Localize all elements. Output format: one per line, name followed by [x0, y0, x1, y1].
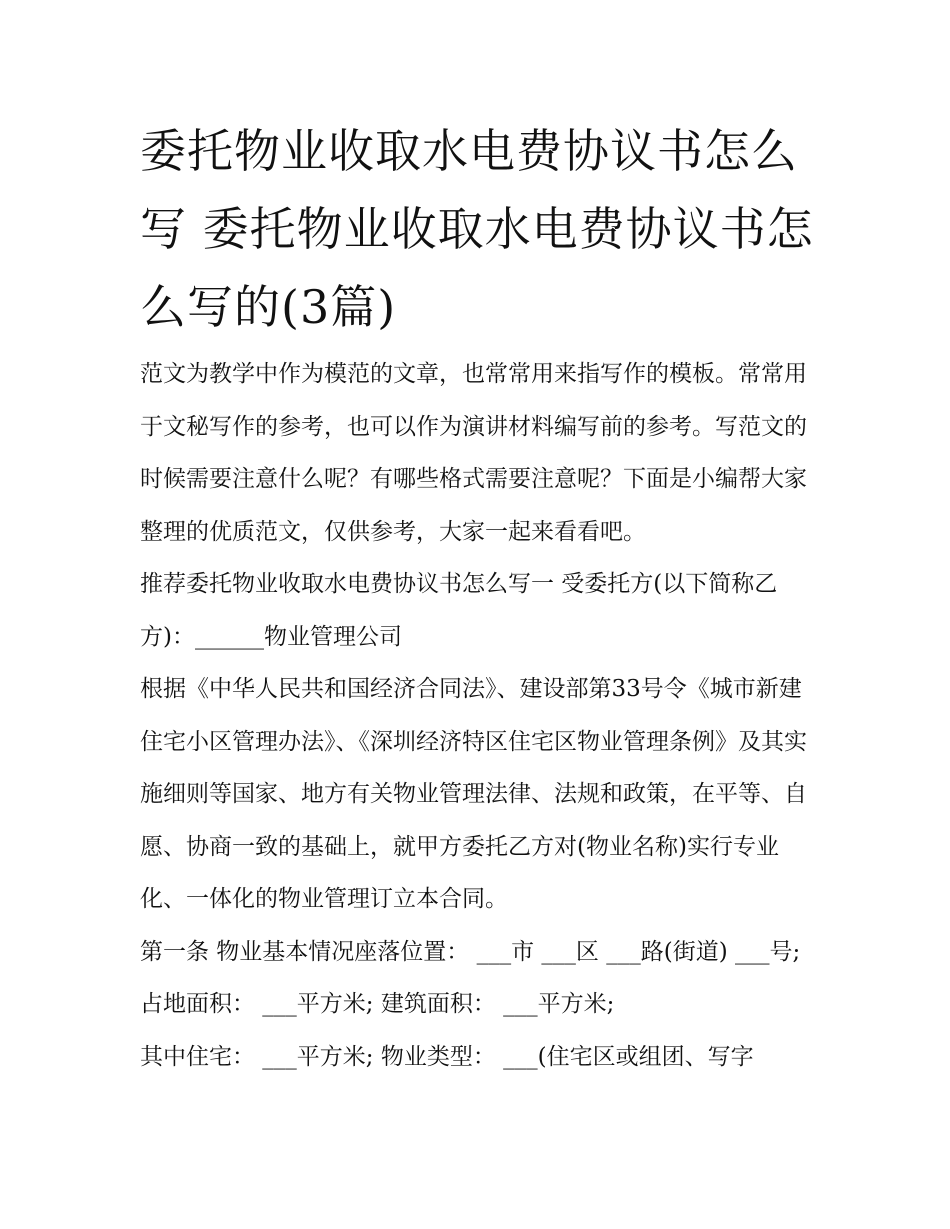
- paragraph-article-one: 第一条 物业基本情况座落位置： ___市 ___区 ___路(街道) ___号; 占地面积： ___平方米; 建筑面积： ___平方米;: [140, 938, 801, 1017]
- paragraph-property-type: 其中住宅： ___平方米; 物业类型： ___(住宅区或组团、写字: [140, 1043, 754, 1070]
- document-page: [140, 112, 820, 1083]
- paragraph-recommend: 推荐委托物业收取水电费协议书怎么写一 受委托方(以下简称乙方)：______物业管理公司: [140, 571, 778, 650]
- paragraph-legal-basis: 根据《中华人民共和国经济合同法》、建设部第33号令《城市新建住宅小区管理办法》、《深圳经济特区住宅区物业管理条例》及其实施细则等国家、地方有关物业管理法律、法规和政策，在平等、自愿、协商一致的基础上，就甲方委托乙方对(物业名称)实行专业化、一体化的物业管理订立本合同。: [140, 676, 807, 912]
- paragraph-intro: 范文为教学中作为模范的文章，也常常用来指写作的模板。常常用于文秘写作的参考，也可以作为演讲材料编写前的参考。写范文的时候需要注意什么呢？有哪些格式需要注意呢？下面是小编帮大家整理的优质范文，仅供参考，大家一起来看看吧。: [140, 361, 807, 545]
- document-title: 委托物业收取水电费协议书怎么写 委托物业收取水电费协议书怎么写的(3篇): [140, 124, 814, 334]
